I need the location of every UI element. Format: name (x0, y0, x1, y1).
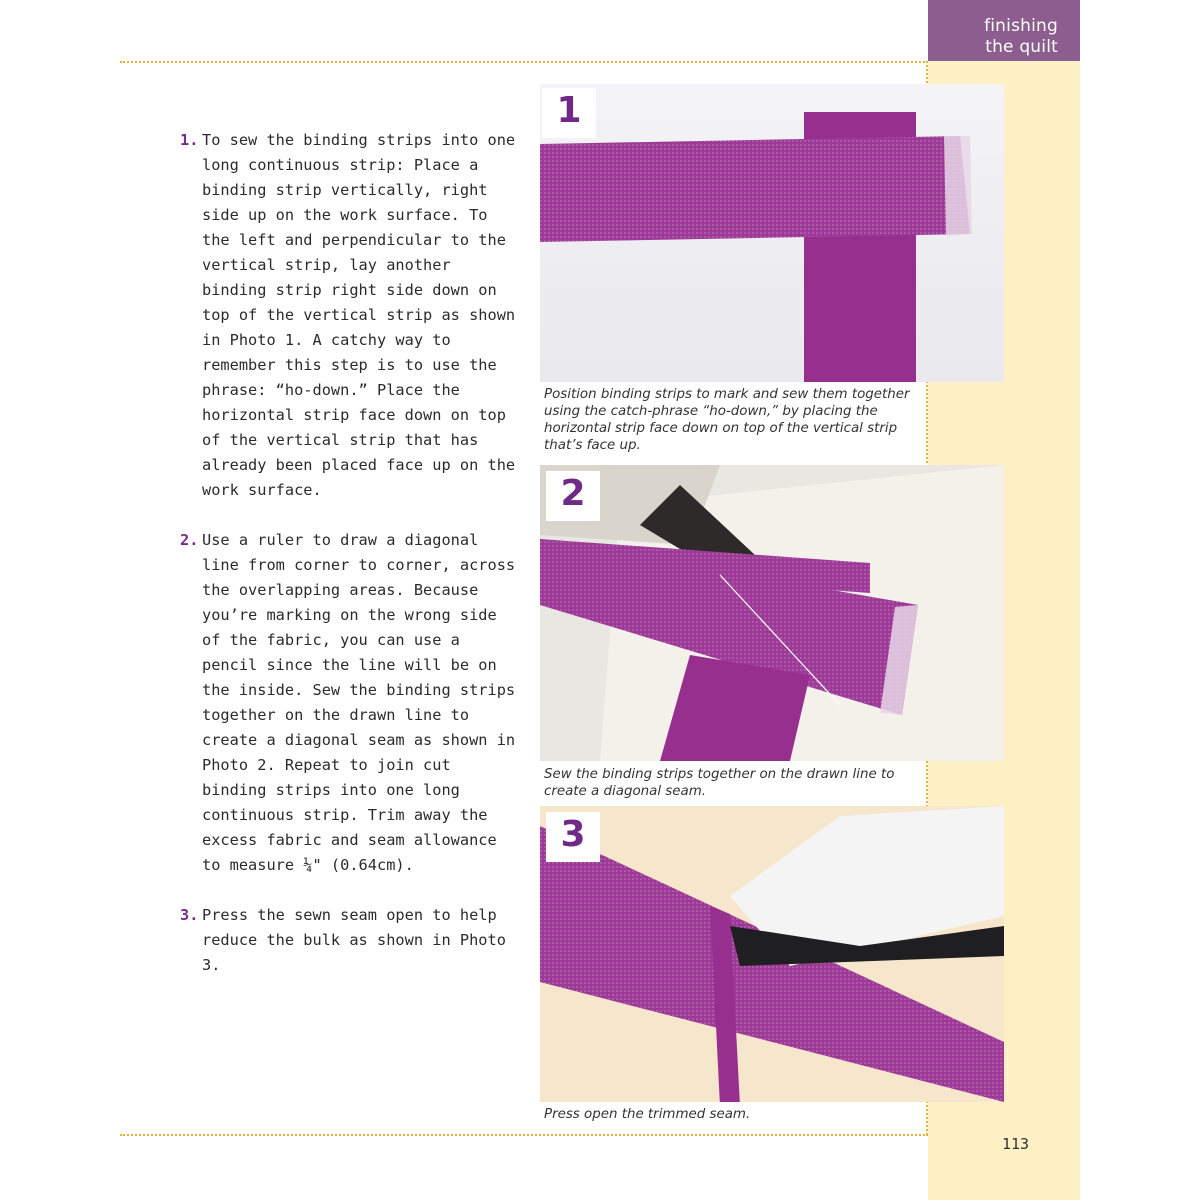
step-text: Use a ruler to draw a diagonal line from corner to corner, across the overlapping areas. Because you’re marking on the wrong side of the fabric, you can use a pencil since the line will be on the inside. Sew the binding strips together on the drawn line to create a diagonal seam as shown in Photo 2. Repeat to join cut binding strips into one long continuous strip. Trim away the excess fabric and seam allowance to measure ¼" (0.64cm). (202, 531, 516, 874)
photo-2-caption: Sew the binding strips together on the drawn line to create a diagonal seam. (544, 767, 895, 799)
photo-1 (540, 84, 1004, 382)
photo-3-caption: Press open the trimmed seam. (544, 1107, 751, 1122)
photo-1-caption: Position binding strips to mark and sew them together using the catch-phrase “ho-down,” by placing the horizontal strip face down on top of the vertical strip that’s face up. (544, 387, 910, 453)
section-tab-line2: the quilt (985, 37, 1058, 57)
top-dotted-rule (120, 61, 928, 63)
photo-2-badge: 2 (546, 471, 600, 521)
step-2 (180, 528, 520, 878)
photo-2 (540, 465, 1004, 761)
step-number: 3. (180, 906, 199, 924)
photo-2-illustration (540, 465, 1004, 761)
section-tab-line1: finishing (984, 16, 1058, 36)
bottom-dotted-rule (120, 1134, 928, 1136)
photo-3-illustration (540, 806, 1004, 1102)
step-1 (180, 128, 520, 503)
step-3 (180, 903, 520, 978)
step-number: 1. (180, 131, 199, 149)
step-number: 2. (180, 531, 199, 549)
photo-3-badge: 3 (546, 812, 600, 862)
step-text: To sew the binding strips into one long continuous strip: Place a binding strip vertically, right side up on the work surface. To the left and perpendicular to the vertical strip, lay another binding strip right side down on top of the vertical strip as shown in Photo 1. A catchy way to remember this step is to use the phrase: “ho-down.” Place the horizontal strip face down on top of the vertical strip that has already been placed face up on the work surface. (202, 131, 516, 499)
section-tab (928, 0, 1080, 61)
photo-1-illustration (540, 84, 1004, 382)
photo-1-badge: 1 (542, 88, 596, 138)
photo-3 (540, 806, 1004, 1102)
instruction-steps (180, 128, 520, 1003)
step-text: Press the sewn seam open to help reduce the bulk as shown in Photo 3. (202, 906, 506, 974)
page-number: 113 (1002, 1135, 1030, 1153)
